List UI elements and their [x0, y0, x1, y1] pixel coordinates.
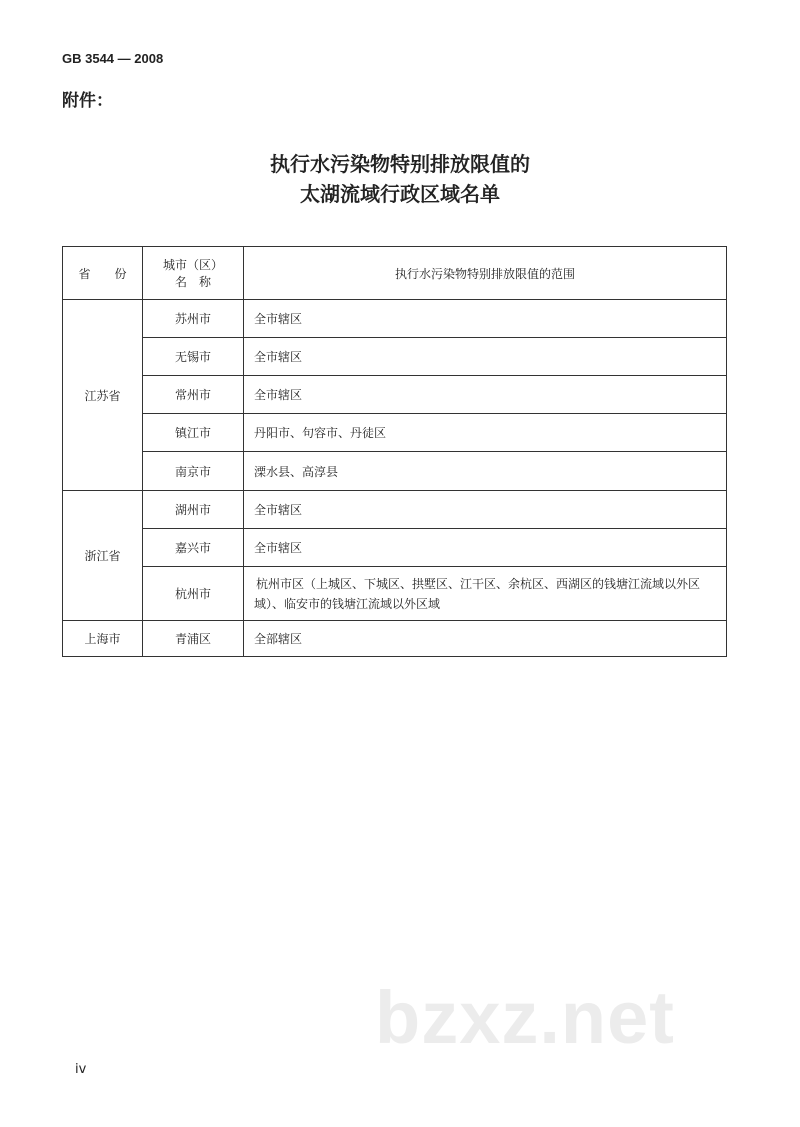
scope-cell: 杭州市区（上城区、下城区、拱墅区、江干区、余杭区、西湖区的钱塘江流域以外区域）、临安市的钱塘江流域以外区域 [244, 567, 727, 621]
header-city-line1: 城市（区） [162, 258, 223, 272]
city-cell: 苏州市 [143, 300, 244, 338]
table-row [63, 338, 727, 376]
table-row [63, 529, 727, 567]
table-row [63, 491, 727, 529]
attachment-label: 附件： [62, 91, 113, 111]
province-cell: 上海市 [63, 621, 143, 657]
table-row [63, 621, 727, 657]
title-line-2: 太湖流域行政区域名单 [300, 182, 500, 206]
page-number: iv [75, 1062, 87, 1077]
scope-cell: 全市辖区 [244, 529, 727, 567]
region-table [62, 246, 727, 657]
header-scope: 执行水污染物特别排放限值的范围 [244, 247, 727, 300]
table-row [63, 376, 727, 414]
city-cell: 嘉兴市 [143, 529, 244, 567]
city-cell: 镇江市 [143, 414, 244, 452]
table-row [63, 452, 727, 491]
standard-number: GB 3544 — 2008 [62, 51, 164, 66]
table-row [63, 300, 727, 338]
scope-cell: 全市辖区 [244, 300, 727, 338]
city-cell: 湖州市 [143, 491, 244, 529]
city-cell: 常州市 [143, 376, 244, 414]
table-row [63, 567, 727, 621]
scope-cell: 丹阳市、句容市、丹徒区 [244, 414, 727, 452]
scope-cell: 全市辖区 [244, 491, 727, 529]
table-header-row [63, 247, 727, 300]
scope-cell: 全市辖区 [244, 376, 727, 414]
table-row [63, 414, 727, 452]
header-city [143, 247, 244, 300]
city-cell: 南京市 [143, 452, 244, 491]
province-cell: 江苏省 [63, 300, 143, 491]
scope-cell: 溧水县、高淳县 [244, 452, 727, 491]
watermark: bzxz.net [375, 976, 675, 1059]
scope-cell: 全部辖区 [244, 621, 727, 657]
title-line-1: 执行水污染物特别排放限值的 [270, 152, 530, 176]
city-cell: 杭州市 [143, 567, 244, 621]
province-cell: 浙江省 [63, 491, 143, 621]
header-province: 省 份 [63, 247, 143, 300]
header-city-line2: 名 称 [174, 275, 211, 289]
scope-cell: 全市辖区 [244, 338, 727, 376]
city-cell: 青浦区 [143, 621, 244, 657]
city-cell: 无锡市 [143, 338, 244, 376]
